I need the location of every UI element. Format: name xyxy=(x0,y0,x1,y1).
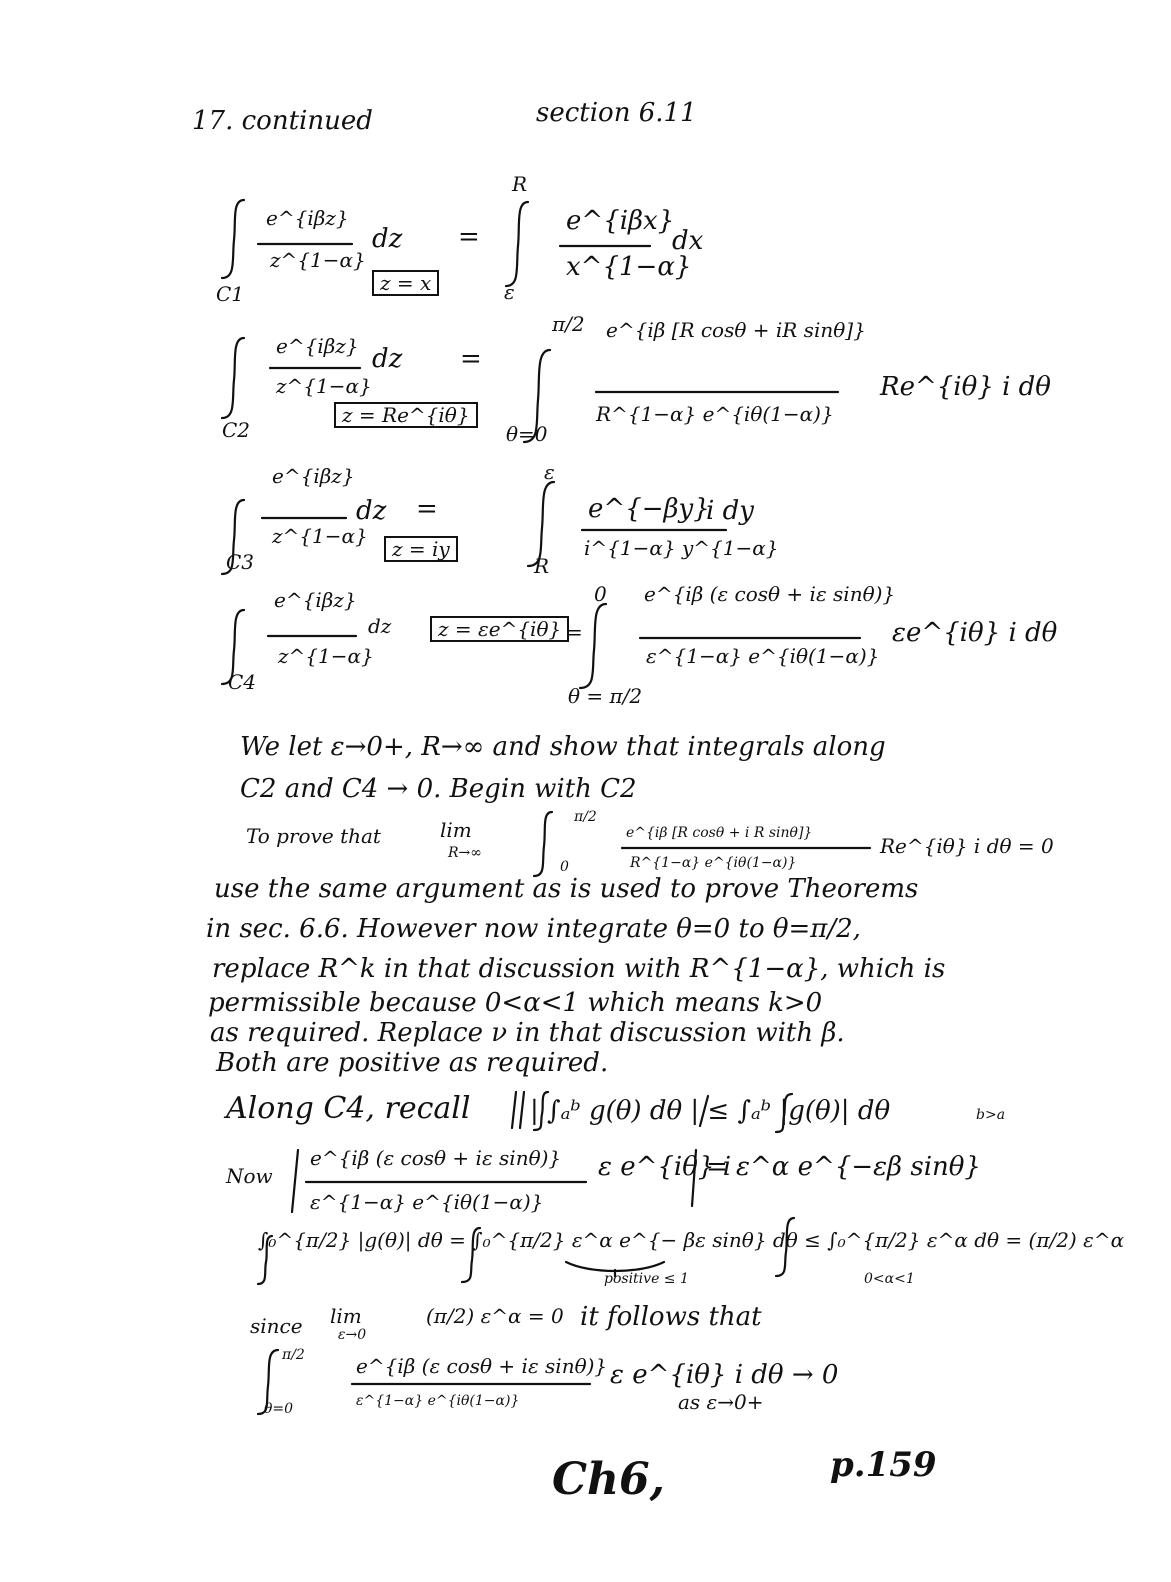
c1-lhs-denominator: z^{1−α} xyxy=(270,248,366,272)
c3-lhs-dz: dz xyxy=(356,496,387,526)
since-suffix: it follows that xyxy=(580,1302,762,1332)
c3-substitution-box: z = iy xyxy=(384,536,458,562)
c1-rhs-dx: dx xyxy=(672,226,704,256)
c2-lhs-dz: dz xyxy=(372,344,403,374)
final-lower-limit: θ=0 xyxy=(264,1401,294,1417)
c4-lhs-denominator: z^{1−α} xyxy=(278,644,374,668)
c4-rhs-numerator: e^{iβ (ε cosθ + iε sinθ)} xyxy=(644,582,896,606)
text-line-8: as required. Replace ν in that discussion with β. xyxy=(210,1018,845,1048)
c2-rhs-denominator: R^{1−α} e^{iθ(1−α)} xyxy=(596,402,834,426)
c4-rhs-differential: εe^{iθ} i dθ xyxy=(892,618,1058,648)
c3-lhs-denominator: z^{1−α} xyxy=(272,524,368,548)
c1-equals: = xyxy=(458,222,480,252)
since-expression: (π/2) ε^α = 0 xyxy=(426,1304,564,1328)
c4-substitution-box: z = εe^{iθ} xyxy=(430,616,569,642)
c2-lhs-denominator: z^{1−α} xyxy=(276,374,372,398)
abs-bar xyxy=(512,1092,516,1128)
now-numerator: e^{iβ (ε cosθ + iε sinθ)} xyxy=(310,1146,562,1170)
c3-equals: = xyxy=(416,494,438,524)
c3-rhs-differential: i dy xyxy=(706,496,754,526)
integral-sign xyxy=(222,338,244,418)
final-denominator: ε^{1−α} e^{iθ(1−α)} xyxy=(356,1393,520,1409)
final-upper-limit: π/2 xyxy=(282,1347,305,1363)
bound-condition: 0<α<1 xyxy=(864,1271,915,1287)
c1-substitution-box: z = x xyxy=(372,270,439,296)
text-line-1: We let ε→0+, R→∞ and show that integrals along xyxy=(240,732,886,762)
c2-rhs-numerator: e^{iβ [R cosθ + iR sinθ]} xyxy=(606,318,866,342)
section-label: section 6.11 xyxy=(536,98,697,128)
c2-contour-label: C2 xyxy=(222,418,251,442)
integral-sign xyxy=(580,604,606,688)
c2-lower-limit: θ=0 xyxy=(506,422,548,446)
c4-lower-limit: θ = π/2 xyxy=(568,684,643,708)
integral-sign xyxy=(506,202,528,286)
text-line-4: use the same argument as is used to prove Theorems xyxy=(214,874,919,904)
c4-rhs-denominator: ε^{1−α} e^{iθ(1−α)} xyxy=(646,644,880,668)
integral-sign xyxy=(534,812,552,876)
c2-equals: = xyxy=(460,344,482,374)
c1-lower-limit: ε xyxy=(504,280,515,304)
now-label: Now xyxy=(226,1164,273,1188)
final-tail: ε e^{iθ} i dθ → 0 xyxy=(610,1360,839,1390)
c2-substitution-box: z = Re^{iθ} xyxy=(334,402,478,428)
c3-rhs-numerator: e^{−βy} xyxy=(588,494,710,524)
c4-contour-label: C4 xyxy=(228,670,257,694)
text-line-9: Both are positive as required. xyxy=(216,1048,609,1078)
page-number: p.159 xyxy=(830,1445,937,1485)
now-mid: ε e^{iθ} i xyxy=(598,1152,732,1182)
along-c4-inequality: | ∫ₐᵇ g(θ) dθ | ≤ ∫ₐᵇ |g(θ)| dθ xyxy=(530,1096,891,1126)
final-numerator: e^{iβ (ε cosθ + iε sinθ)} xyxy=(356,1354,608,1378)
c1-contour-label: C1 xyxy=(216,282,245,306)
integral-sign xyxy=(222,200,244,278)
problem-label: 17. continued xyxy=(192,106,373,136)
text-line-5: in sec. 6.6. However now integrate θ=0 to θ=π/2, xyxy=(206,914,861,944)
prove-upper-limit: π/2 xyxy=(574,809,597,825)
c1-lhs-numerator: e^{iβz} xyxy=(266,206,349,230)
c4-upper-limit: 0 xyxy=(594,582,607,606)
text-line-6: replace R^k in that discussion with R^{1−α}, which is xyxy=(212,954,946,984)
c3-lhs-numerator: e^{iβz} xyxy=(272,464,355,488)
now-denominator: ε^{1−α} e^{iθ(1−α)} xyxy=(310,1190,544,1214)
c2-rhs-differential: Re^{iθ} i dθ xyxy=(880,372,1051,402)
c4-lhs-numerator: e^{iβz} xyxy=(274,588,357,612)
c1-lhs-dz: dz xyxy=(372,224,403,254)
prove-denominator: R^{1−α} e^{iθ(1−α)} xyxy=(630,855,797,871)
abs-bar xyxy=(520,1092,524,1128)
since-lim-sub: ε→0 xyxy=(338,1327,367,1343)
chapter-label: Ch6, xyxy=(552,1454,665,1505)
prove-lim-sub: R→∞ xyxy=(448,845,482,861)
now-rhs: = ε^α e^{−εβ sinθ} xyxy=(706,1152,981,1182)
prove-tail: Re^{iθ} i dθ = 0 xyxy=(880,834,1054,858)
prove-prefix: To prove that xyxy=(246,824,381,848)
since-lim: lim xyxy=(330,1304,362,1328)
c4-lhs-dz: dz xyxy=(368,614,392,638)
c3-rhs-denominator: i^{1−α} y^{1−α} xyxy=(584,536,779,560)
prove-lower-limit: 0 xyxy=(560,859,569,875)
text-line-2: C2 and C4 → 0. Begin with C2 xyxy=(240,774,637,804)
c1-upper-limit: R xyxy=(512,172,528,196)
bound-note: positive ≤ 1 xyxy=(604,1271,689,1287)
c3-upper-limit: ε xyxy=(544,460,555,484)
text-line-7: permissible because 0<α<1 which means k>0 xyxy=(208,988,823,1018)
c4-equals: = xyxy=(566,620,583,644)
final-condition: as ε→0+ xyxy=(678,1390,764,1414)
c2-lhs-numerator: e^{iβz} xyxy=(276,334,359,358)
c1-rhs-denominator: x^{1−α} xyxy=(566,252,692,282)
bound-chain: ∫₀^{π/2} |g(θ)| dθ = ∫₀^{π/2} ε^α e^{− βε sinθ} dθ ≤ ∫₀^{π/2} ε^α dθ = (π/2) ε^α xyxy=(258,1228,1125,1252)
along-c4-prefix: Along C4, recall xyxy=(226,1091,471,1126)
c1-rhs-numerator: e^{iβx} xyxy=(566,206,675,236)
c2-upper-limit: π/2 xyxy=(552,312,585,336)
since-prefix: since xyxy=(250,1314,303,1338)
prove-lim: lim xyxy=(440,818,472,842)
prove-numerator: e^{iβ [R cosθ + i R sinθ]} xyxy=(626,825,813,841)
along-c4-condition: b>a xyxy=(976,1107,1006,1123)
c3-contour-label: C3 xyxy=(226,550,255,574)
abs-bar xyxy=(292,1150,298,1212)
c3-lower-limit: R xyxy=(534,554,550,578)
